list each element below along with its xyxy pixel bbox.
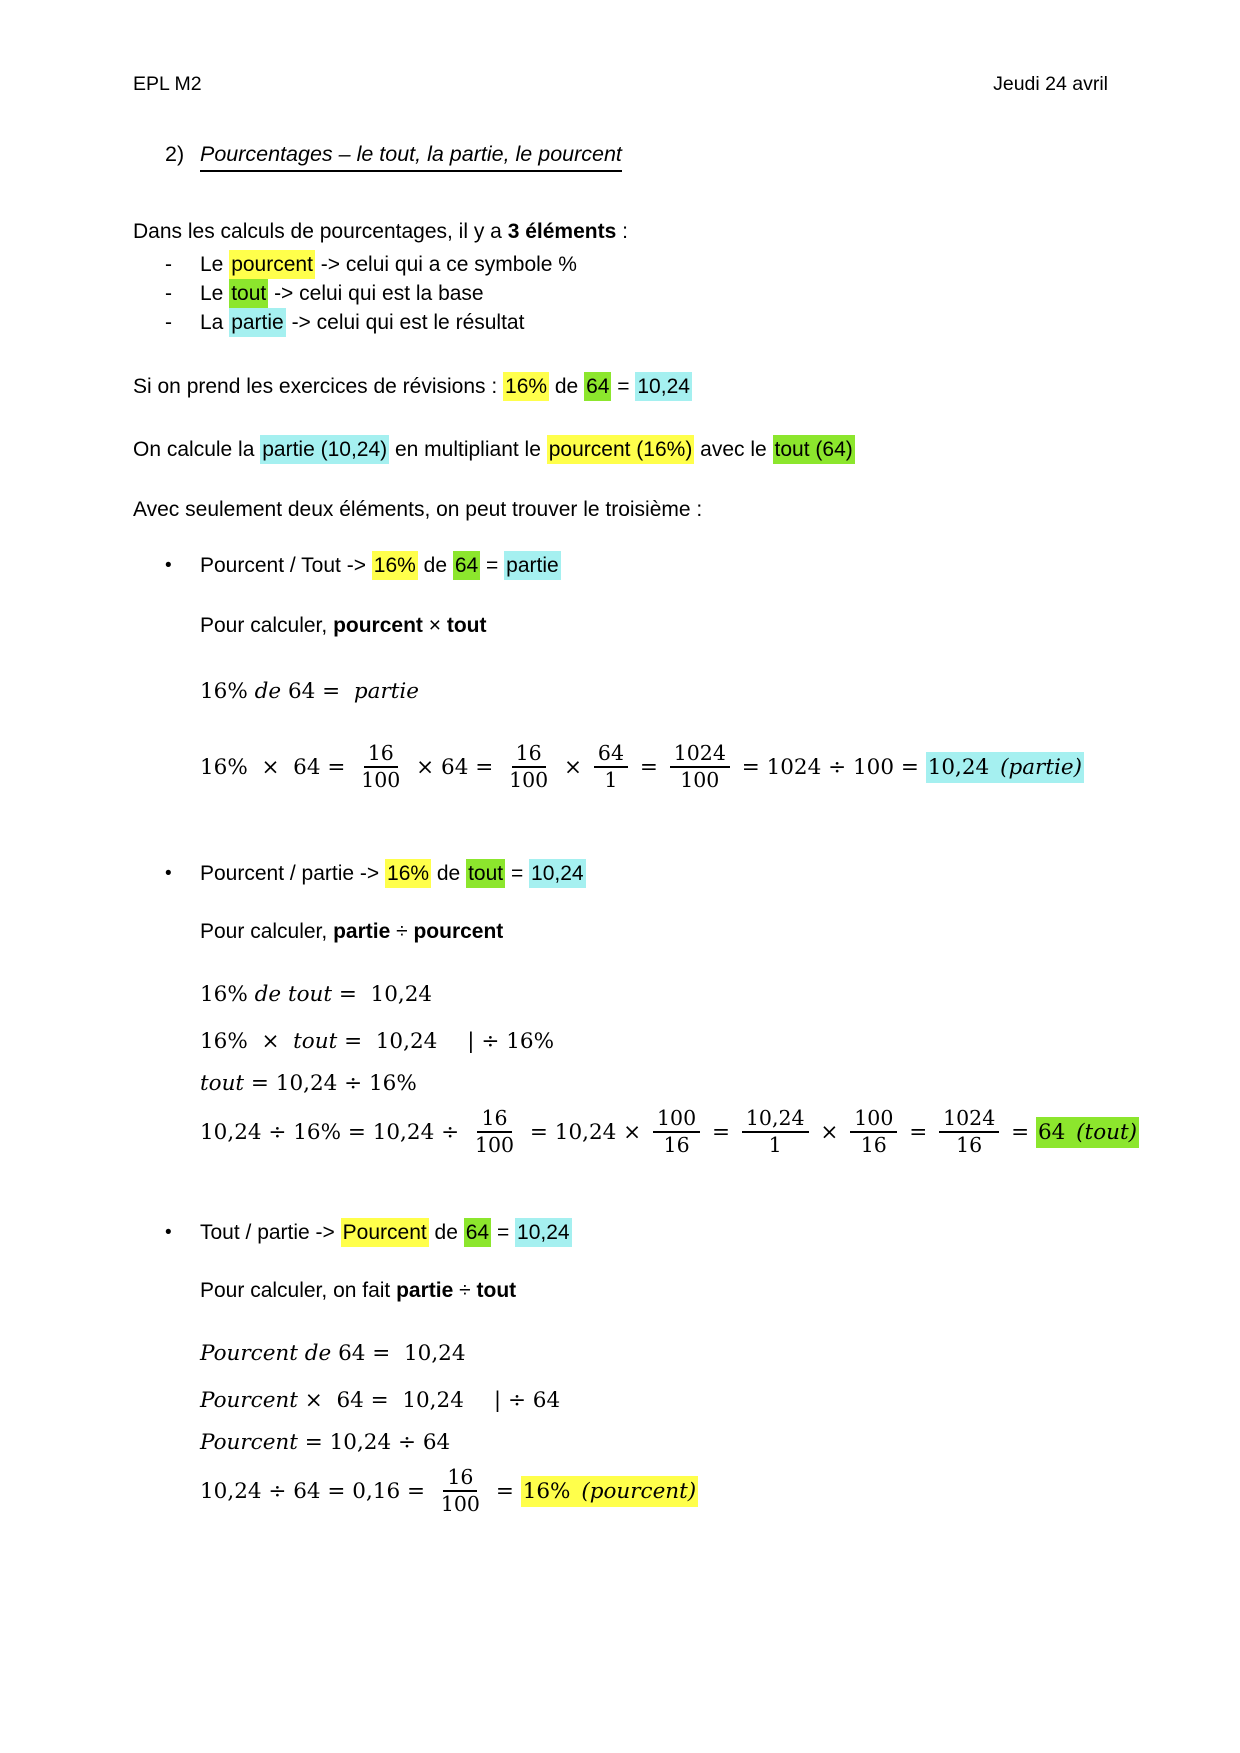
highlight-text: tout (229, 279, 268, 308)
math-line (200, 980, 1240, 1010)
fraction-denominator: 1 (604, 768, 618, 792)
bullet-heading (200, 859, 586, 889)
dash-marker: - (165, 311, 172, 334)
text-run: Pourcent / Tout -> (200, 554, 372, 577)
text-run: Pourcent / partie -> (200, 862, 386, 885)
math-line (200, 1339, 1240, 1369)
highlight-text: pourcent (229, 250, 315, 279)
bullet-marker: • (165, 863, 172, 884)
text-run: La (200, 311, 230, 334)
two-elements-paragraph (133, 496, 1240, 524)
list-item-text (200, 279, 484, 308)
text-run: = 10,24 (337, 1029, 438, 1054)
text-run: 64 = (281, 679, 354, 704)
text-run: en multipliant le (389, 438, 547, 461)
text-run: Dans les calculs de pourcentages, il y a (133, 220, 508, 243)
text-run: = 10,24 (332, 982, 433, 1007)
text-run: Avec seulement deux éléments, on peut trouver le troisième : (133, 498, 703, 521)
text-run: Pourcent (200, 1388, 298, 1413)
text-run: -> celui qui est le résultat (285, 311, 525, 334)
text-run: = (505, 862, 530, 885)
fraction (594, 742, 628, 792)
method-line (200, 611, 1240, 641)
text-run: Pour calculer, (200, 614, 334, 637)
math-block (0, 677, 1240, 707)
fraction-numerator: 16 (443, 1466, 477, 1492)
bullet-section-3 (0, 1218, 1240, 1517)
fraction (850, 1107, 897, 1157)
highlight-text: 64 (464, 1218, 491, 1247)
fraction (939, 1107, 999, 1157)
text-run: tout (200, 1071, 245, 1096)
text-run: = (488, 1478, 521, 1504)
calc-paragraph (133, 436, 1240, 464)
equation-line (200, 1465, 1240, 1517)
fraction-denominator: 100 (509, 768, 549, 792)
highlight-text: partie (10,24) (260, 435, 389, 464)
highlight-text: 10,24 (926, 752, 998, 783)
highlight-text: partie (229, 308, 286, 337)
highlight-text: 64 (584, 372, 611, 401)
text-run: Pour calculer, (200, 920, 334, 943)
text-run: = (902, 1119, 935, 1145)
fraction-denominator: 100 (361, 768, 401, 792)
course-label: EPL M2 (133, 73, 202, 95)
dash-marker: - (165, 282, 172, 305)
fraction-denominator: 1 (768, 1133, 782, 1157)
bullet-sections (0, 551, 1240, 1517)
fraction (653, 1107, 700, 1157)
fraction-numerator: 10,24 (742, 1107, 809, 1133)
text-run: Pour calculer, on fait (200, 1279, 397, 1302)
bullet-section-1 (0, 551, 1240, 793)
method-line (200, 1276, 1240, 1306)
list-item (165, 279, 1240, 308)
highlight-text: 10,24 (515, 1218, 572, 1247)
example-paragraph (133, 373, 1240, 401)
bullet-heading-row (165, 551, 1240, 581)
fraction (742, 1107, 809, 1157)
text-run: partie (353, 679, 419, 704)
highlight-text: (partie) (998, 752, 1084, 783)
text-run: = (1004, 1119, 1036, 1145)
bullet-heading-row (165, 859, 1240, 889)
math-line (200, 1386, 1240, 1416)
highlight-text: Pourcent (341, 1218, 429, 1247)
text-run: 16% (200, 982, 255, 1007)
bullet-marker: • (165, 555, 172, 576)
fraction-numerator: 1024 (670, 742, 730, 768)
text-run: de tout (254, 982, 333, 1007)
highlight-text: 16% (372, 551, 418, 580)
text-run: tout (293, 1029, 338, 1054)
text-run: de (254, 679, 282, 704)
text-run: 16% (200, 679, 255, 704)
text-run: On calcule la (133, 438, 261, 461)
math-block (0, 980, 1240, 1099)
bullet-heading (200, 551, 561, 581)
fraction (471, 1107, 518, 1157)
text-run: = 10,24 ÷ 16% (244, 1071, 417, 1096)
text-run: ÷ (453, 1279, 477, 1302)
text-run: avec le (694, 438, 773, 461)
text-run: | ÷ 64 (493, 1388, 561, 1413)
text-run: de (417, 554, 453, 577)
text-run: = 1024 ÷ 100 = (734, 754, 926, 780)
highlight-text: (pourcent) (579, 1476, 698, 1507)
bullet-heading-row (165, 1218, 1240, 1248)
dash-marker: - (165, 253, 172, 276)
fraction (670, 742, 730, 792)
fraction (437, 1466, 484, 1516)
text-run: × 64 = (409, 754, 501, 780)
text-run: × (813, 1119, 846, 1145)
text-run: 3 éléments (507, 220, 617, 243)
equation-line (200, 1106, 1240, 1158)
fraction-numerator: 100 (850, 1107, 897, 1133)
highlight-text: 16% (385, 859, 431, 888)
text-run: Tout / partie -> (200, 1221, 341, 1244)
fraction-numerator: 16 (477, 1107, 511, 1133)
fraction-denominator: 100 (440, 1492, 480, 1516)
section-title (165, 138, 1240, 172)
text-run: = (480, 554, 505, 577)
fraction-denominator: 16 (663, 1133, 690, 1157)
text-run: pourcent (333, 614, 423, 637)
highlight-text: tout (64) (773, 435, 855, 464)
fraction-denominator: 16 (860, 1133, 887, 1157)
highlight-text: 16% (521, 1476, 580, 1507)
fraction-numerator: 16 (364, 742, 398, 768)
list-item (165, 250, 1240, 279)
text-run: × 64 = 10,24 (297, 1388, 464, 1413)
bullet-section-2 (0, 859, 1240, 1158)
bullet-heading (200, 1218, 572, 1248)
text-run: pourcent (413, 920, 504, 943)
text-run: 10,24 ÷ 16% = 10,24 ÷ (200, 1119, 466, 1145)
intro-paragraph (133, 218, 1240, 246)
text-run: Si on prend les exercices de révisions : (133, 375, 504, 398)
date-label: Jeudi 24 avril (993, 73, 1108, 95)
text-run: Pourcent (200, 1430, 298, 1455)
highlight-text: 64 (1036, 1117, 1074, 1148)
highlight-text: 10,24 (635, 372, 692, 401)
fraction-denominator: 16 (956, 1133, 983, 1157)
text-run: = (633, 754, 665, 780)
list-item-text (200, 308, 524, 337)
math-line (200, 1069, 1240, 1099)
text-run: de (428, 1221, 464, 1244)
text-run: ÷ (390, 920, 414, 943)
text-run: Le (200, 282, 230, 305)
highlight-text: 64 (453, 551, 480, 580)
math-line (200, 677, 1240, 707)
title-text: Pourcentages – le tout, la partie, le pourcent (200, 138, 622, 172)
text-run: = 10,24 ÷ 64 (297, 1430, 451, 1455)
elements-list (0, 250, 1240, 337)
text-run: -> celui qui a ce symbole % (314, 253, 577, 276)
text-run: tout (476, 1279, 517, 1302)
fraction-denominator: 100 (680, 768, 720, 792)
fraction-numerator: 100 (653, 1107, 700, 1133)
fraction-numerator: 16 (512, 742, 546, 768)
text-run: = 10,24 × (523, 1119, 649, 1145)
text-run: partie (333, 920, 391, 943)
text-run: = (705, 1119, 737, 1145)
highlight-text: partie (504, 551, 561, 580)
fraction (357, 742, 404, 792)
text-run: -> celui qui est la base (268, 282, 484, 305)
math-line (200, 1428, 1240, 1458)
fraction-denominator: 100 (474, 1133, 515, 1157)
math-line (200, 1027, 1240, 1057)
text-run: 16% × (200, 1029, 294, 1054)
fraction-numerator: 1024 (939, 1107, 999, 1133)
text-run: 16% × 64 = (200, 754, 353, 780)
highlight-text: 10,24 (529, 859, 586, 888)
title-number: 2) (165, 142, 185, 166)
text-run: 10,24 ÷ 64 = 0,16 = (200, 1478, 432, 1504)
highlight-text: (tout) (1074, 1117, 1139, 1148)
list-item (165, 308, 1240, 337)
text-run: = (491, 1221, 516, 1244)
highlight-text: pourcent (16%) (547, 435, 695, 464)
text-run: | ÷ 16% (467, 1029, 555, 1054)
text-run: Pourcent de (200, 1341, 332, 1366)
bullet-marker: • (165, 1222, 172, 1243)
highlight-text: tout (466, 859, 505, 888)
math-block (0, 1339, 1240, 1458)
text-run: × (422, 614, 447, 637)
text-run: × (557, 754, 589, 780)
fraction-numerator: 64 (594, 742, 628, 768)
equation-line (200, 741, 1240, 793)
text-run: = (611, 375, 636, 398)
text-run: Le (200, 253, 230, 276)
method-line (200, 917, 1240, 947)
header (0, 0, 1240, 96)
fraction (505, 742, 552, 792)
highlight-text: 16% (503, 372, 549, 401)
text-run: : (616, 220, 628, 243)
text-run: 64 = 10,24 (331, 1341, 466, 1366)
text-run: de (549, 375, 585, 398)
text-run: de (431, 862, 467, 885)
text-run: tout (446, 614, 487, 637)
text-run: partie (396, 1279, 454, 1302)
list-item-text (200, 250, 577, 279)
